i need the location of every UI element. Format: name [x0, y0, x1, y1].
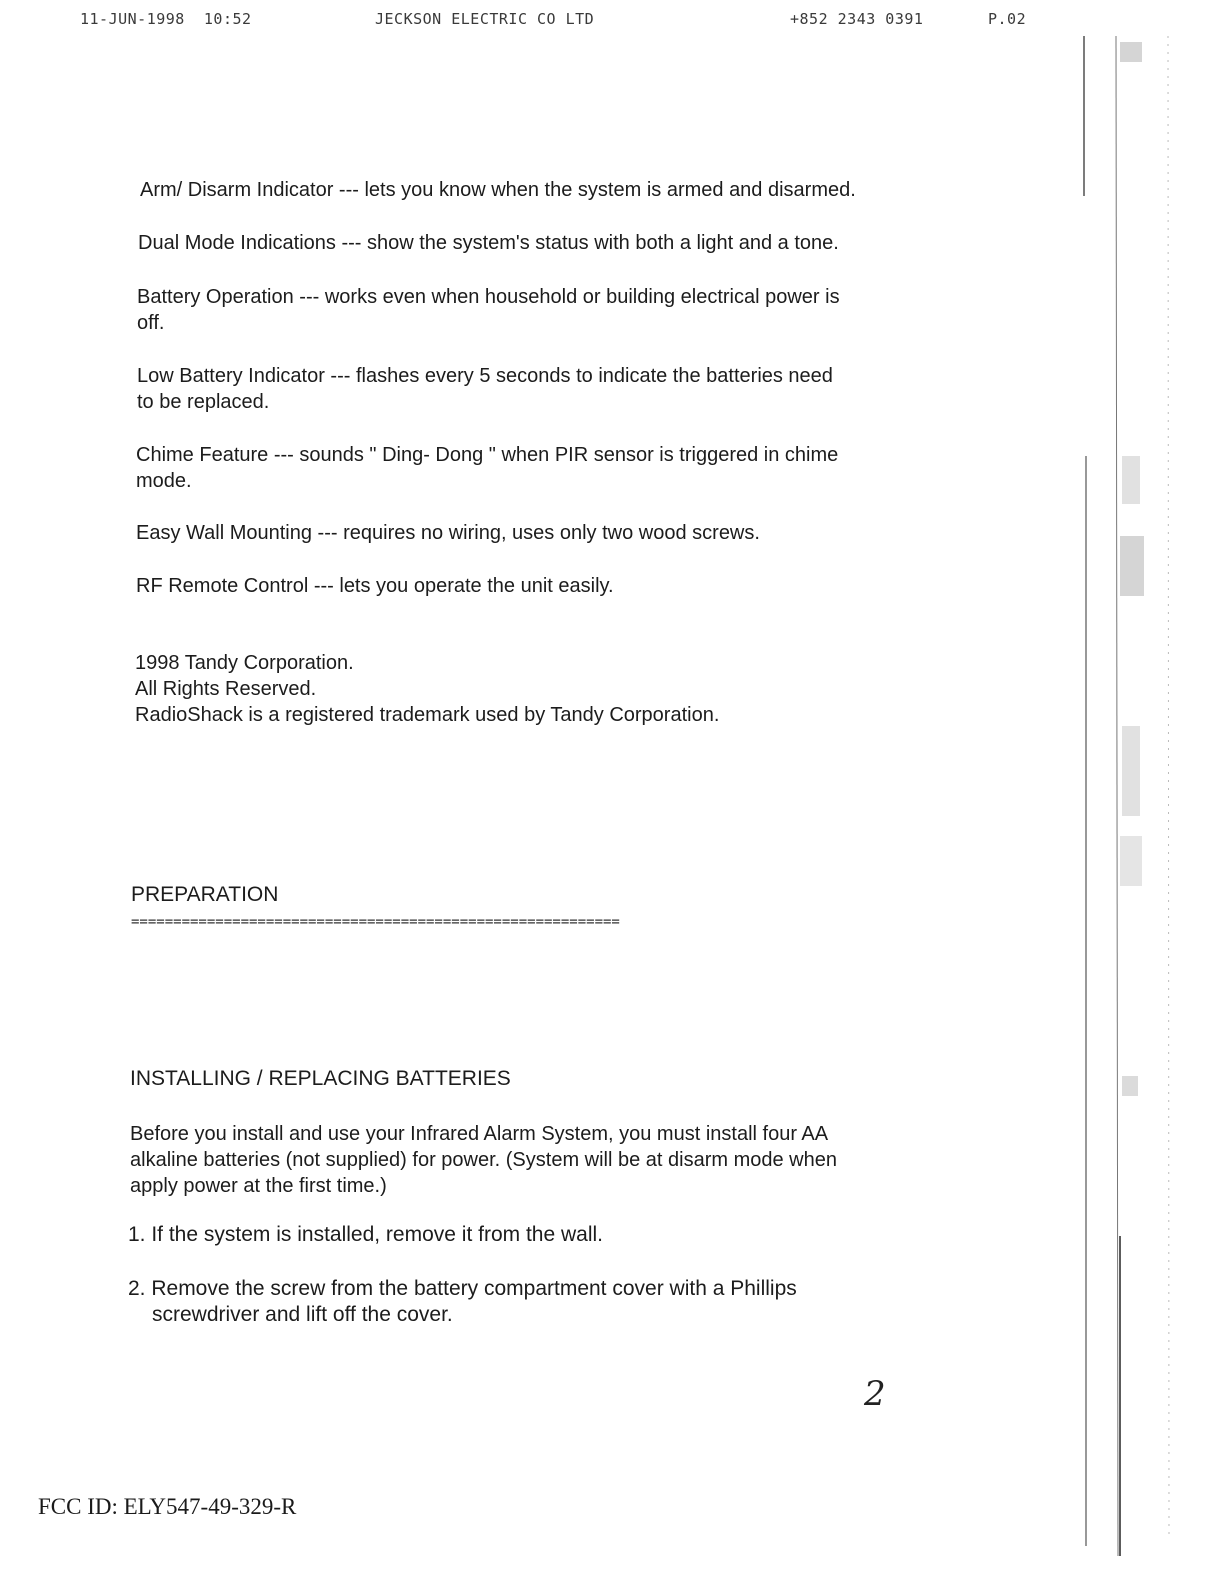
feature-text: off.	[137, 312, 165, 334]
fax-sender: JECKSON ELECTRIC CO LTD	[375, 10, 595, 28]
feature-chime	[136, 442, 838, 494]
feature-low-battery	[137, 363, 833, 415]
fax-date: 11-JUN-1998	[80, 10, 185, 28]
feature-dual-mode	[138, 230, 839, 256]
feature-wall-mounting	[136, 520, 760, 546]
feature-rf-remote	[136, 573, 614, 599]
step-1	[128, 1222, 603, 1248]
feature-arm-disarm	[140, 177, 856, 203]
copyright-line: All Rights Reserved.	[135, 678, 317, 700]
section-divider: ==========================================================	[131, 915, 620, 929]
feature-text: mode.	[136, 470, 192, 492]
copyright-block	[135, 650, 719, 728]
step-text: screwdriver and lift off the cover.	[152, 1303, 453, 1326]
intro-line: alkaline batteries (not supplied) for power. (System will be at disarm mode when	[130, 1149, 837, 1171]
fax-time: 10:52	[203, 10, 252, 28]
intro-line: Before you install and use your Infrared Alarm System, you must install four AA	[130, 1123, 829, 1145]
preparation-heading: PREPARATION	[131, 883, 279, 906]
step-text: 1. If the system is installed, remove it from the wall.	[128, 1223, 604, 1246]
feature-text: Arm/ Disarm Indicator --- lets you know when the system is armed and disarmed.	[140, 179, 856, 201]
intro-line: apply power at the first time.)	[130, 1175, 387, 1197]
feature-text: to be replaced.	[137, 391, 270, 413]
copyright-line: 1998 Tandy Corporation.	[135, 652, 354, 674]
handwritten-page-number: 2	[864, 1374, 886, 1414]
copyright-line: RadioShack is a registered trademark used by Tandy Corporation.	[135, 704, 720, 726]
installing-heading: INSTALLING / REPLACING BATTERIES	[130, 1067, 511, 1090]
feature-text: Easy Wall Mounting --- requires no wiring, uses only two wood screws.	[136, 522, 760, 544]
feature-text: Low Battery Indicator --- flashes every 5 seconds to indicate the batteries need	[137, 365, 833, 387]
feature-text: RF Remote Control --- lets you operate the unit easily.	[136, 575, 614, 597]
feature-text: Dual Mode Indications --- show the system's status with both a light and a tone.	[138, 232, 839, 254]
fcc-id: FCC ID: ELY547-49-329-R	[38, 1494, 297, 1519]
fax-phone: +852 2343 0391	[790, 10, 924, 28]
installing-intro	[130, 1121, 837, 1199]
step-text: 2. Remove the screw from the battery compartment cover with a Phillips	[128, 1277, 797, 1300]
fax-page-number: P.02	[988, 10, 1027, 28]
feature-battery-operation	[137, 284, 840, 336]
feature-text: Battery Operation --- works even when household or building electrical power is	[137, 286, 840, 308]
step-2	[128, 1276, 797, 1328]
feature-text: Chime Feature --- sounds " Ding- Dong " when PIR sensor is triggered in chime	[136, 444, 839, 466]
